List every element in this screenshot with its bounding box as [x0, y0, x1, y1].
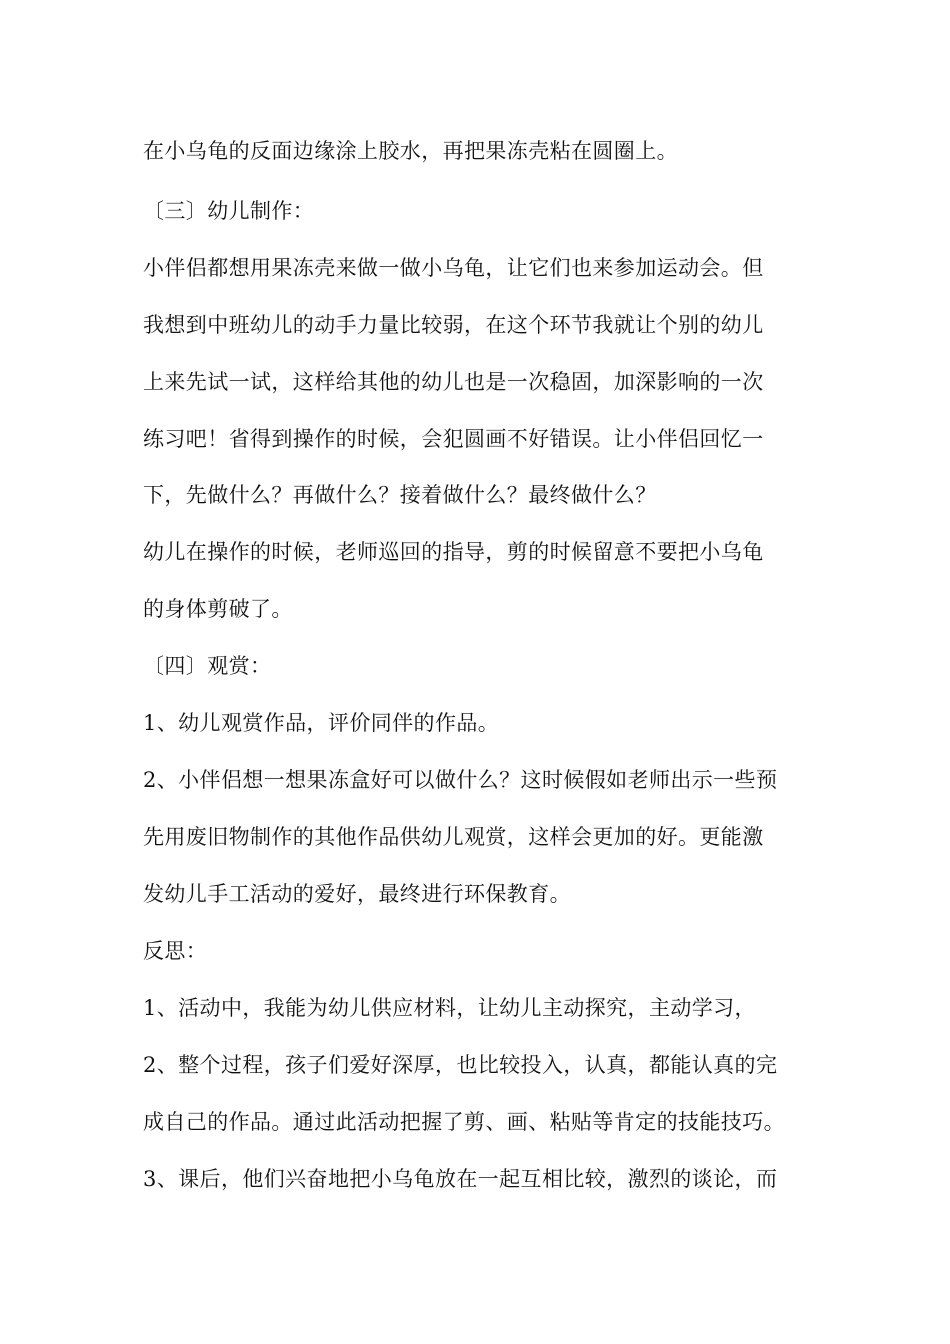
text-line: 1、幼儿观赏作品，评价同伴的作品。	[143, 711, 500, 735]
text-line: 2、整个过程，孩子们爱好深厚，也比较投入，认真，都能认真的完	[143, 1053, 778, 1077]
text-line: 的身体剪破了。	[143, 597, 293, 621]
text-line: 2、小伴侣想一想果冻盒好可以做什么？这时候假如老师出示一些预	[143, 768, 778, 792]
section-heading: 〔四〕观赏：	[143, 654, 272, 678]
text-line: 3、课后，他们兴奋地把小乌龟放在一起互相比较，激烈的谈论，而	[143, 1167, 778, 1191]
text-line: 1、活动中，我能为幼儿供应材料，让幼儿主动探究，主动学习，	[143, 996, 756, 1020]
text-line: 发幼儿手工活动的爱好，最终进行环保教育。	[143, 882, 571, 906]
text-line: 小伴侣都想用果冻壳来做一做小乌龟，让它们也来参加运动会。但	[143, 256, 764, 280]
text-line: 我想到中班幼儿的动手力量比较弱，在这个环节我就让个别的幼儿	[143, 313, 764, 337]
section-heading: 反思：	[143, 939, 208, 963]
text-line: 先用废旧物制作的其他作品供幼儿观赏，这样会更加的好。更能激	[143, 825, 764, 849]
text-line: 练习吧！省得到操作的时候，会犯圆画不好错误。让小伴侣回忆一	[143, 427, 764, 451]
text-line: 成自己的作品。通过此活动把握了剪、画、粘贴等肯定的技能技巧。	[143, 1110, 785, 1134]
text-line: 在小乌龟的反面边缘涂上胶水，再把果冻壳粘在圆圈上。	[143, 139, 678, 163]
text-line: 上来先试一试，这样给其他的幼儿也是一次稳固，加深影响的一次	[143, 370, 764, 394]
text-line: 幼儿在操作的时候，老师巡回的指导，剪的时候留意不要把小乌龟	[143, 540, 764, 564]
text-line: 下，先做什么？再做什么？接着做什么？最终做什么？	[143, 483, 657, 507]
section-heading: 〔三〕幼儿制作：	[143, 199, 315, 223]
